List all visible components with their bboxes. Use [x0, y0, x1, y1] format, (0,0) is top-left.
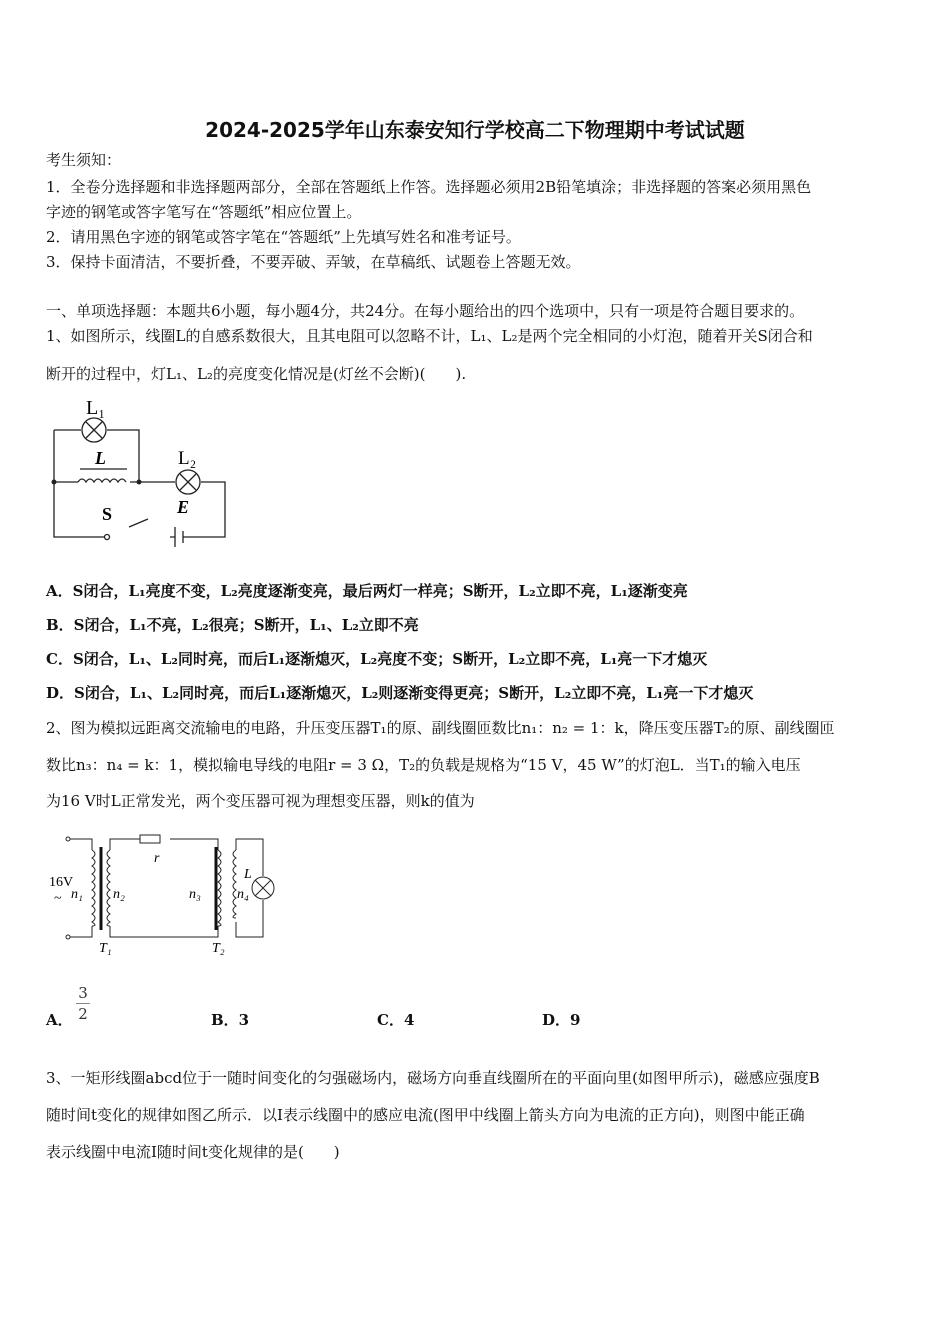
option-b: B．S闭合，L₁不亮，L₂很亮；S断开，L₁、L₂立即不亮 — [46, 616, 419, 634]
label-battery: E — [177, 497, 190, 517]
label-n1: n₁ — [71, 887, 83, 902]
question-3-text: 3、一矩形线圈abcd位于一随时间变化的匀强磁场内，磁场方向垂直线圈所在的平面向里(如图甲所示)，磁感应强度B — [46, 1069, 820, 1087]
notice-heading: 考生须知： — [46, 151, 122, 169]
label-n2: n₂ — [113, 887, 125, 902]
label-lamp: L — [244, 867, 252, 882]
label-n3: n₃ — [189, 887, 201, 902]
option-d: D．S闭合，L₁、L₂同时亮，而后L₁逐渐熄灭，L₂则逐渐变得更亮；S断开，L₂立即不亮，L₁亮一下才熄灭 — [46, 684, 754, 702]
label-n4: n₄ — [237, 887, 249, 902]
label-l1: L₁ — [86, 397, 106, 419]
ac-source-icon: ~ — [54, 891, 62, 906]
option-a: A．S闭合，L₁亮度不变，L₂亮度逐渐变亮，最后两灯一样亮；S断开，L₂立即不亮，L₁逐渐变亮 — [46, 582, 688, 600]
notice-line: 1．全卷分选择题和非选择题两部分，全部在答题纸上作答。选择题必须用2B铅笔填涂；非选择题的答案必须用黑色 — [46, 178, 812, 196]
circuit-diagram-1 — [40, 380, 260, 560]
question-3-text: 表示线圈中电流I随时间t变化规律的是( ) — [46, 1143, 340, 1161]
label-t1: T₁ — [99, 941, 112, 956]
label-t2: T₂ — [212, 941, 225, 956]
question-1-text: 断开的过程中，灯L₁、L₂的亮度变化情况是(灯丝不会断)( ). — [46, 365, 467, 383]
label-inductor: L — [95, 448, 106, 468]
question-2-text: 2、图为模拟远距离交流输电的电路，升压变压器T₁的原、副线圈匝数比n₁：n₂ = 1：k，降压变压器T₂的原、副线圈匝 — [46, 719, 835, 737]
label-switch: S — [102, 504, 113, 524]
question-3-text: 随时间t变化的规律如图乙所示．以I表示线圈中的感应电流(图甲中线圈上箭头方向为电流的正方向)，则图中能正确 — [46, 1106, 805, 1124]
label-resistor: r — [154, 851, 160, 866]
notice-line: 字迹的钢笔或答字笔写在“答题纸”相应位置上。 — [46, 203, 362, 221]
question-2-text: 为16 V时L正常发光，两个变压器可视为理想变压器，则k的值为 — [46, 792, 475, 810]
label-l2: L₂ — [178, 448, 197, 469]
question-2-text: 数比n₃：n₄ = k：1，模拟输电导线的电阻r = 3 Ω，T₂的负载是规格为“15 V，45 W”的灯泡L．当T₁的输入电压 — [46, 756, 801, 774]
answer-b: B．3 — [211, 1011, 250, 1029]
circuit-diagram-2 — [40, 830, 300, 960]
page-title: 2024-2025学年山东泰安知行学校高二下物理期中考试试题 — [205, 118, 745, 142]
section-heading: 一、单项选择题：本题共6小题，每小题4分，共24分。在每小题给出的四个选项中，只有一项是符合题目要求的。 — [46, 302, 805, 320]
question-1-text: 1、如图所示，线圈L的自感系数很大，且其电阻可以忽略不计，L₁、L₂是两个完全相同的小灯泡，随着开关S闭合和 — [46, 327, 813, 345]
notice-line: 3．保持卡面清洁，不要折叠，不要弄破、弄皱，在草稿纸、试题卷上答题无效。 — [46, 253, 581, 271]
answer-d: D．9 — [542, 1011, 581, 1029]
notice-line: 2．请用黑色字迹的钢笔或答字笔在“答题纸”上先填写姓名和准考证号。 — [46, 228, 521, 246]
answer-c: C．4 — [377, 1011, 415, 1029]
option-c: C．S闭合，L₁、L₂同时亮，而后L₁逐渐熄灭，L₂亮度不变；S断开，L₂立即不亮，L₁亮一下才熄灭 — [46, 650, 708, 668]
answer-a-fraction — [76, 984, 90, 1023]
label-voltage: 16V — [49, 875, 74, 890]
fraction-denominator: 2 — [78, 1005, 88, 1023]
fraction-bar — [76, 1003, 90, 1004]
fraction-numerator: 3 — [78, 984, 88, 1002]
answer-a-label: A． — [46, 1011, 73, 1029]
